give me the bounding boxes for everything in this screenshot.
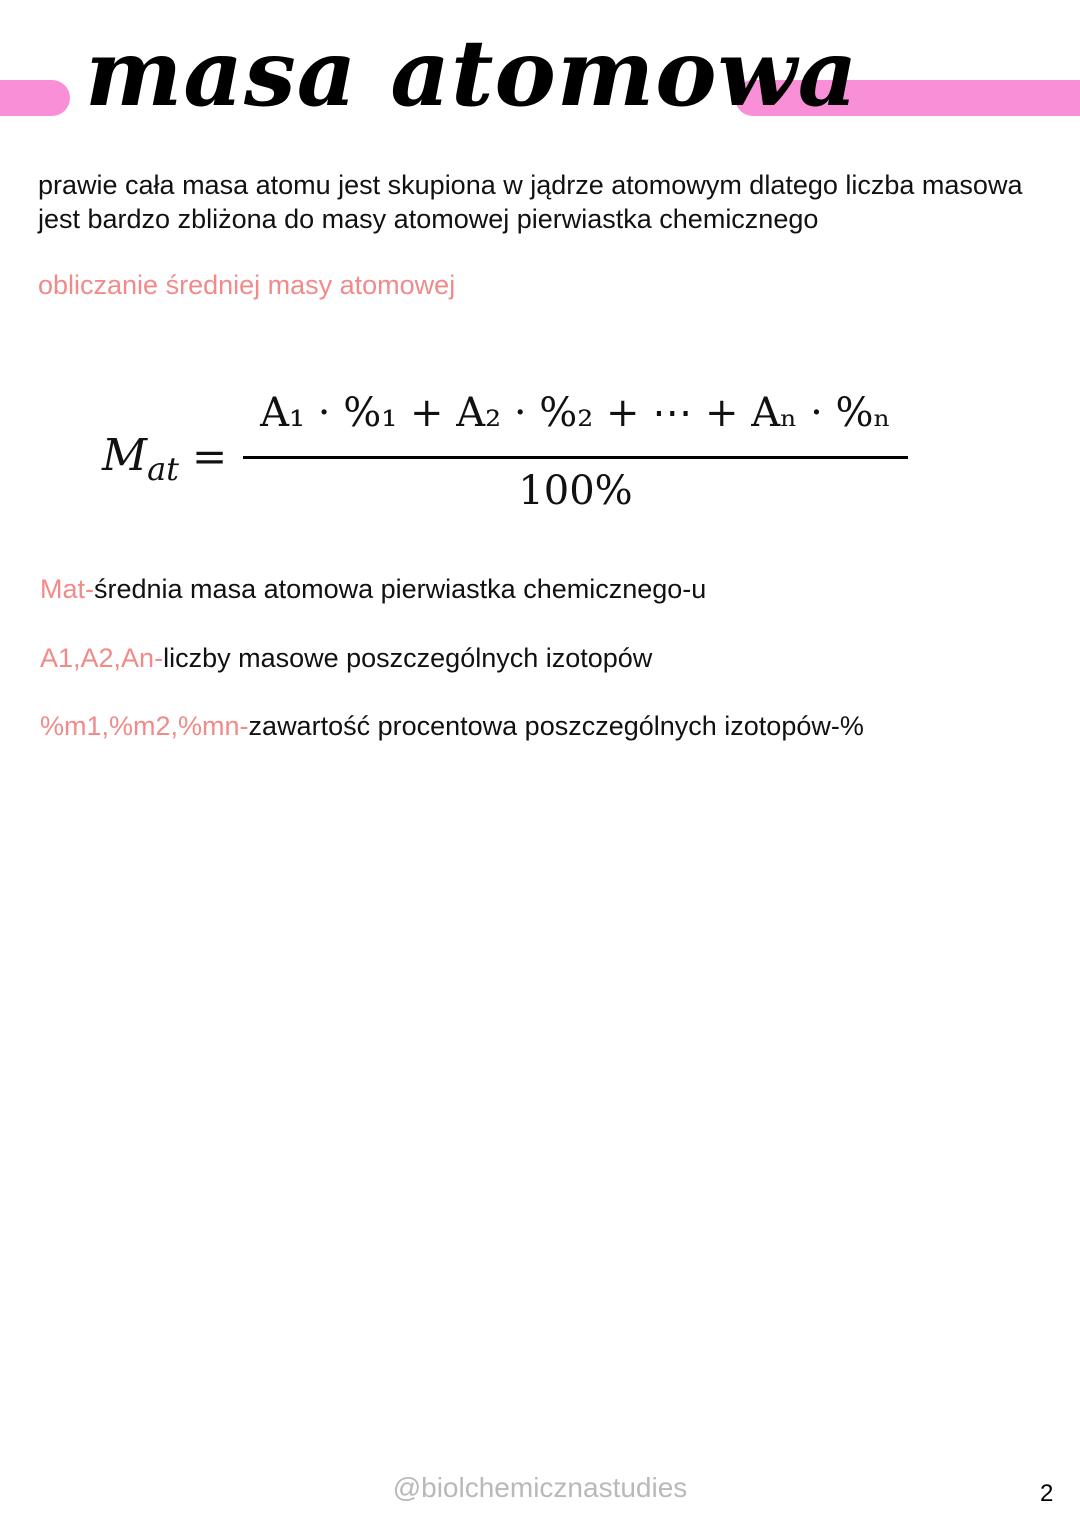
fraction-bar xyxy=(243,456,908,459)
definition-text: zawartość procentowa poszczególnych izotopów-% xyxy=(248,711,864,741)
definition-text: liczby masowe poszczególnych izotopów xyxy=(163,643,653,673)
section-subheading: obliczanie średniej masy atomowej xyxy=(38,270,456,300)
definition-term: Mat- xyxy=(40,574,94,604)
formula-numerator: A₁ · %₁ + A₂ · %₂ + ⋯ + Aₙ · %ₙ xyxy=(260,390,891,436)
definition-term: A1,A2,An- xyxy=(40,643,164,673)
definition-text: średnia masa atomowa pierwiastka chemicznego-u xyxy=(94,574,707,604)
definition-item xyxy=(40,572,706,606)
formula-equals-sign: = xyxy=(192,432,228,481)
page-number: 2 xyxy=(1040,1480,1054,1507)
intro-paragraph: prawie cała masa atomu jest skupiona w jądrze atomowym dlatego liczba masowa jest bardzo zbliżona do masy atomowej pierwiastka chemicznego xyxy=(38,170,1023,234)
title-accent-bar-left xyxy=(0,80,70,116)
definition-item xyxy=(40,709,864,743)
footer-watermark: @biolchemicznastudies xyxy=(392,1472,688,1503)
average-atomic-mass-formula xyxy=(100,390,920,520)
formula-denominator: 100% xyxy=(518,468,633,514)
definition-term: %m1,%m2,%mn- xyxy=(40,711,249,741)
definition-item xyxy=(40,641,652,675)
formula-lhs: $M_{at}$ xyxy=(102,430,179,488)
page-title: masa atomowa xyxy=(85,19,859,127)
